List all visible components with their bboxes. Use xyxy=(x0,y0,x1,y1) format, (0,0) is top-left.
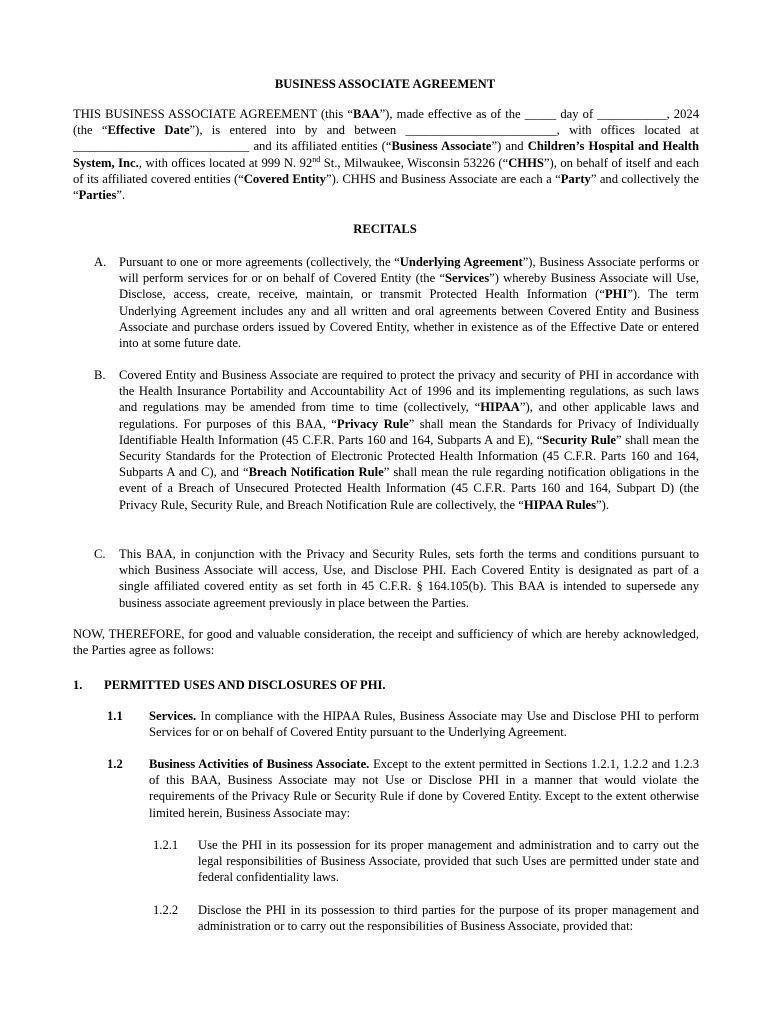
party-name-chhs: Children’s Hospital and Health System, Inc. xyxy=(73,139,700,170)
text-run: Pursuant to one or more agreements (collectively, the “ xyxy=(119,255,400,269)
defined-term: PHI xyxy=(604,287,628,302)
clause-1-2-1: Use the PHI in its possession for its proper management and administration and to carry out the legal responsibilities of Business Associate, provided that such Uses are permitted under state and federal confidentiality laws. xyxy=(198,838,699,885)
defined-term: HIPAA Rules xyxy=(523,497,597,512)
recital-letter: B. xyxy=(94,368,106,382)
subsection-number: 1.2 xyxy=(107,757,123,771)
clause-number: 1.2.2 xyxy=(153,903,179,917)
recital-c xyxy=(94,546,699,611)
subsection-1-2 xyxy=(149,756,699,821)
defined-term: Breach Notification Rule xyxy=(248,465,384,480)
text-run: ”) whereby Business Associate will Use, Disclose, access, create, receive, maintain, or transmit Protected Health Information (“ xyxy=(119,271,699,302)
text-run: ” shall mean the Standards for Privacy of Individually Identifiable Health Information (45 C.F.R. Parts 160 and 164, Subparts A and E), “ xyxy=(119,416,699,447)
intro-text: ”). CHHS and Business Associate are each a “ xyxy=(325,171,561,186)
defined-term: Security Rule xyxy=(542,432,616,447)
subsection-number: 1.1 xyxy=(107,709,123,723)
section-title: PERMITTED USES AND DISCLOSURES OF PHI. xyxy=(104,678,386,692)
text-run: ”). xyxy=(596,497,609,512)
clause-number: 1.2.1 xyxy=(153,838,179,852)
defined-term: Underlying Agreement xyxy=(399,255,523,269)
defined-term-baa: BAA xyxy=(353,107,380,121)
text-run: ”), Business Associate performs or will perform services for or on behalf of Covered Entity (the “ xyxy=(119,255,699,286)
subsection-heading: Services. xyxy=(149,709,197,723)
defined-term-business-associate: Business Associate xyxy=(391,139,492,154)
subsection-heading: Business Activities of Business Associate. xyxy=(149,757,370,771)
defined-term-chhs: CHHS xyxy=(508,155,544,170)
defined-term-party: Party xyxy=(560,171,591,186)
defined-term-effective-date: Effective Date xyxy=(107,123,190,138)
defined-term: Services xyxy=(445,271,490,286)
defined-term: Privacy Rule xyxy=(336,416,409,431)
recital-letter: A. xyxy=(94,255,107,269)
intro-text: ”), is entered into by and between ________________________, with offices located at ____________________________ and its affiliated entities (“ xyxy=(73,123,699,154)
defined-term-covered-entity: Covered Entity xyxy=(243,171,326,186)
recital-a xyxy=(94,254,699,351)
recital-text xyxy=(119,254,699,351)
intro-text: THIS BUSINESS ASSOCIATE AGREEMENT (this “ xyxy=(73,107,353,121)
subsection-text: Except to the extent permitted in Sections 1.2.1, 1.2.2 and 1.2.3 of this BAA, Business Associate may not Use or Disclose PHI in a manner that would violate the requirements of the Privacy Rule or Security Rule if done by Covered Entity. Except to the extent otherwise limited herein, Business Associate may: xyxy=(149,757,699,820)
intro-text: ” and collectively the “ xyxy=(73,171,699,203)
intro-text: ”), made effective as of the _____ day of ___________, 2024 (the “ xyxy=(73,107,699,138)
text-run: ” shall mean the rule regarding notification obligations in the event of a Breach of Unsecured Protected Health Information (45 C.F.R. Parts 160 and 164, Subpart D) (the Privacy Rule, Security Rule, and Breach Notification Rule are collectively, the “ xyxy=(119,465,699,512)
recital-text xyxy=(119,367,699,513)
text-run: ”), and other applicable laws and regulations. For purposes of this BAA, “ xyxy=(119,400,699,431)
text-run: ”). The term Underlying Agreement includes any and all written and oral agreements between Covered Entity and Business Associate and purchase orders issued by Covered Entity, whether in existence as of the Effective Date or entered into at some future date. xyxy=(119,287,699,351)
intro-text: ”. xyxy=(116,188,126,203)
subsection-1-1 xyxy=(149,708,699,740)
recital-letter: C. xyxy=(94,547,106,561)
intro-paragraph xyxy=(73,106,699,203)
now-therefore-paragraph: NOW, THEREFORE, for good and valuable consideration, the receipt and sufficiency of which are hereby acknowledged, the Parties agree as follows: xyxy=(73,627,699,658)
defined-term: HIPAA xyxy=(480,400,520,415)
superscript: nd xyxy=(312,154,321,164)
text-run: Covered Entity and Business Associate are required to protect the privacy and security of PHI in accordance with the Health Insurance Portability and Accountability Act of 1996 and its implementing regulations, as such laws and regulations may be amended from time to time (collectively, “ xyxy=(119,368,699,415)
subsection-text: In compliance with the HIPAA Rules, Business Associate may Use and Disclose PHI to perform Services for or on behalf of Covered Entity pursuant to the Underlying Agreement. xyxy=(149,709,699,740)
defined-term-parties: Parties xyxy=(78,188,117,203)
recital-text: This BAA, in conjunction with the Privacy and Security Rules, sets forth the terms and conditions pursuant to which Business Associate will access, Use, and Disclose PHI. Each Covered Entity is designated as part of a single affiliated covered entity as set forth in 45 C.F.R. § 164.105(b). This BAA is intended to supersede any business associate agreement previously in place between the Parties. xyxy=(119,547,699,610)
intro-text: , with offices located at 999 N. 92 xyxy=(138,155,313,170)
intro-text: ”), on behalf of itself and each of its affiliated covered entities (“ xyxy=(73,155,699,186)
section-number: 1. xyxy=(73,678,83,692)
intro-text: ”) and xyxy=(491,139,528,154)
recital-b xyxy=(94,367,699,513)
recitals-heading: RECITALS xyxy=(353,222,417,236)
text-run: ” shall mean the Security Standards for the Protection of Electronic Protected Health Information (45 C.F.R. Parts 160 and 164, Subparts A and C), and “ xyxy=(119,432,699,480)
clause-1-2-2: Disclose the PHI in its possession to third parties for the purpose of its proper management and administration or to carry out the responsibilities of Business Associate, provided that: xyxy=(198,903,699,934)
intro-text: St., Milwaukee, Wisconsin 53226 (“ xyxy=(320,155,509,170)
document-title: BUSINESS ASSOCIATE AGREEMENT xyxy=(274,77,496,91)
